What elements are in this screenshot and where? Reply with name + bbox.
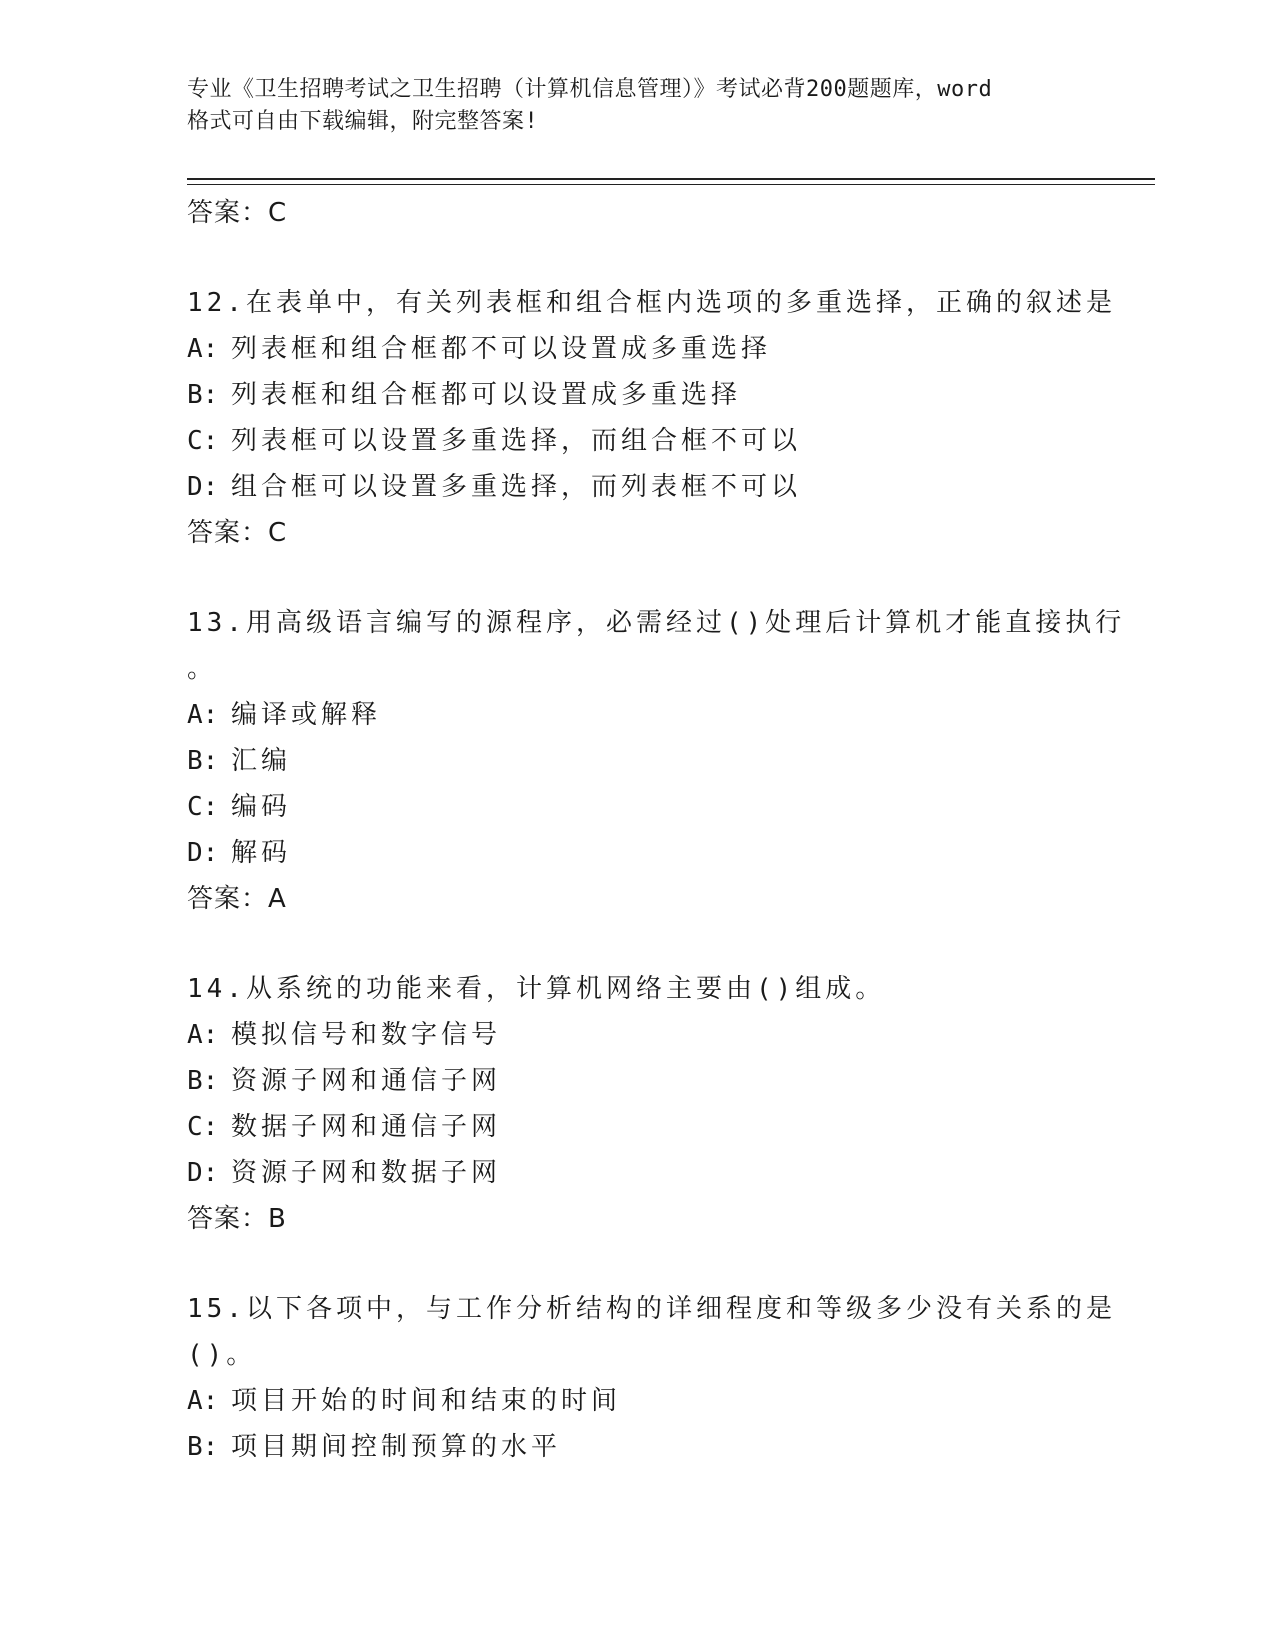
option-text: 列表框和组合框都可以设置成多重选择 xyxy=(231,380,742,410)
option-key: B: xyxy=(187,1432,219,1462)
option-text: 数据子网和通信子网 xyxy=(231,1112,502,1142)
option-d xyxy=(187,830,1087,876)
question-stem: 13.用高级语言编写的源程序，必需经过()处理后计算机才能直接执行 xyxy=(187,608,1126,638)
question-15 xyxy=(187,1286,1116,1470)
option-b xyxy=(187,738,1087,784)
option-text: 资源子网和数据子网 xyxy=(231,1158,502,1188)
header-line-1: 专业《卫生招聘考试之卫生招聘（计算机信息管理）》考试必背200题题库，word xyxy=(187,77,993,102)
option-key: A: xyxy=(187,334,219,364)
option-text: 列表框和组合框都不可以设置成多重选择 xyxy=(231,334,772,364)
option-key: D: xyxy=(187,472,219,502)
option-text: 编译或解释 xyxy=(231,700,382,730)
answer: 答案：A xyxy=(187,884,287,914)
spacer xyxy=(187,1242,1087,1286)
spacer xyxy=(187,236,1087,280)
option-text: 汇编 xyxy=(231,746,292,776)
answer: 答案：B xyxy=(187,1204,287,1234)
option-d xyxy=(187,1150,1087,1196)
header-line-2: 格式可自由下载编辑，附完整答案! xyxy=(187,109,539,134)
option-b xyxy=(187,372,1087,418)
question-stem: 15.以下各项中，与工作分析结构的详细程度和等级多少没有关系的是 xyxy=(187,1294,1116,1324)
option-text: 项目期间控制预算的水平 xyxy=(231,1432,562,1462)
option-key: C: xyxy=(187,792,219,822)
option-text: 资源子网和通信子网 xyxy=(231,1066,502,1096)
previous-answer: 答案：C xyxy=(187,198,288,228)
option-b xyxy=(187,1058,1087,1104)
question-stem-cont: 。 xyxy=(187,654,218,684)
question-13 xyxy=(187,600,1126,922)
option-text: 解码 xyxy=(231,838,292,868)
document-header xyxy=(187,74,1087,138)
spacer xyxy=(187,556,1087,600)
option-key: A: xyxy=(187,700,219,730)
question-14 xyxy=(187,966,1087,1242)
answer: 答案：C xyxy=(187,518,288,548)
option-d xyxy=(187,464,1087,510)
option-key: B: xyxy=(187,746,219,776)
option-key: C: xyxy=(187,426,219,456)
option-a xyxy=(187,692,1087,738)
question-12 xyxy=(187,280,1116,556)
option-key: B: xyxy=(187,1066,219,1096)
option-key: A: xyxy=(187,1386,219,1416)
option-text: 模拟信号和数字信号 xyxy=(231,1020,502,1050)
question-list xyxy=(187,190,1126,1470)
option-text: 列表框可以设置多重选择，而组合框不可以 xyxy=(231,426,802,456)
option-c xyxy=(187,418,1087,464)
header-rule-thick xyxy=(187,178,1155,180)
option-a xyxy=(187,326,1087,372)
option-key: C: xyxy=(187,1112,219,1142)
option-key: D: xyxy=(187,1158,219,1188)
option-text: 项目开始的时间和结束的时间 xyxy=(231,1386,622,1416)
question-stem-cont: ()。 xyxy=(187,1340,257,1370)
option-c xyxy=(187,784,1087,830)
option-key: A: xyxy=(187,1020,219,1050)
header-rule-thin xyxy=(187,184,1155,185)
spacer xyxy=(187,922,1087,966)
option-b xyxy=(187,1424,1087,1470)
option-a xyxy=(187,1378,1087,1424)
option-a xyxy=(187,1012,1087,1058)
question-stem: 14.从系统的功能来看，计算机网络主要由()组成。 xyxy=(187,974,886,1004)
option-key: B: xyxy=(187,380,219,410)
option-c xyxy=(187,1104,1087,1150)
option-text: 编码 xyxy=(231,792,292,822)
question-stem: 12.在表单中，有关列表框和组合框内选项的多重选择，正确的叙述是 xyxy=(187,288,1116,318)
option-key: D: xyxy=(187,838,219,868)
option-text: 组合框可以设置多重选择，而列表框不可以 xyxy=(231,472,802,502)
